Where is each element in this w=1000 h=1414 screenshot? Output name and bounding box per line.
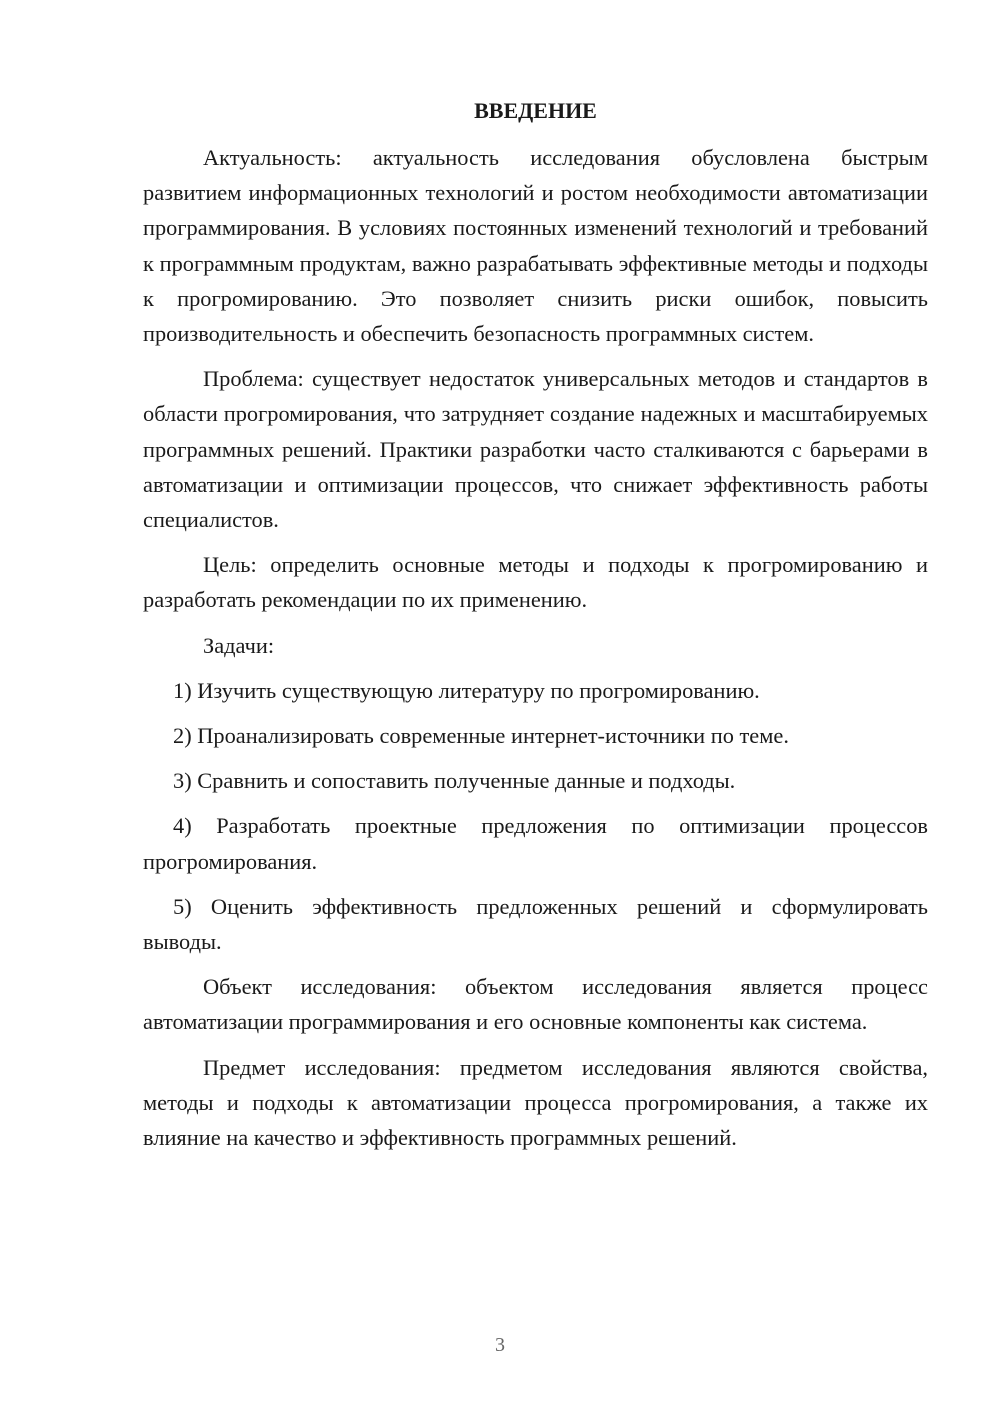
paragraph-problem: Проблема: существует недостаток универсальных методов и стандартов в области прогромирования, что затрудняет создание надежных и масштабируемых программных решений. Практики разработки часто сталкиваются с барьерами в автоматизации и оптимизации процессов, что снижает эффективность работы специалистов.	[143, 366, 928, 533]
task-item-5: 5) Оценить эффективность предложенных решений и сформулировать выводы.	[143, 893, 928, 955]
paragraph-relevance: Актуальность: актуальность исследования обусловлена быстрым развитием информационных технологий и ростом необходимости автоматизации программирования. В условиях постоянных изменений технологий и требований к программным продуктам, важно разрабатывать эффективные методы и подходы к прогромированию. Это позволяет снизить риски ошибок, повысить производительность и обеспечить безопасность программных систем.	[143, 145, 928, 347]
tasks-label: Задачи:	[203, 632, 275, 658]
paragraph-subject: Предмет исследования: предметом исследования являются свойства, методы и подходы к автоматизации процесса прогромирования, а также их влияние на качество и эффективность программных решений.	[143, 1054, 928, 1151]
task-item-2: 2) Проанализировать современные интернет-источники по теме.	[173, 723, 789, 749]
paragraph-object: Объект исследования: объектом исследования является процесс автоматизации программирования и его основные компоненты как система.	[143, 974, 928, 1035]
page-number: 3	[495, 1334, 505, 1356]
task-item-4: 4) Разработать проектные предложения по оптимизации процессов прогромирования.	[143, 813, 928, 874]
paragraph-goal: Цель: определить основные методы и подходы к прогромированию и разработать рекомендации по их применению.	[143, 552, 928, 613]
section-title: ВВЕДЕНИЕ	[474, 98, 597, 123]
task-item-3: 3) Сравнить и сопоставить полученные данные и подходы.	[173, 768, 736, 794]
document-page	[143, 96, 928, 1165]
task-item-1: 1) Изучить существующую литературу по прогромированию.	[173, 677, 760, 703]
